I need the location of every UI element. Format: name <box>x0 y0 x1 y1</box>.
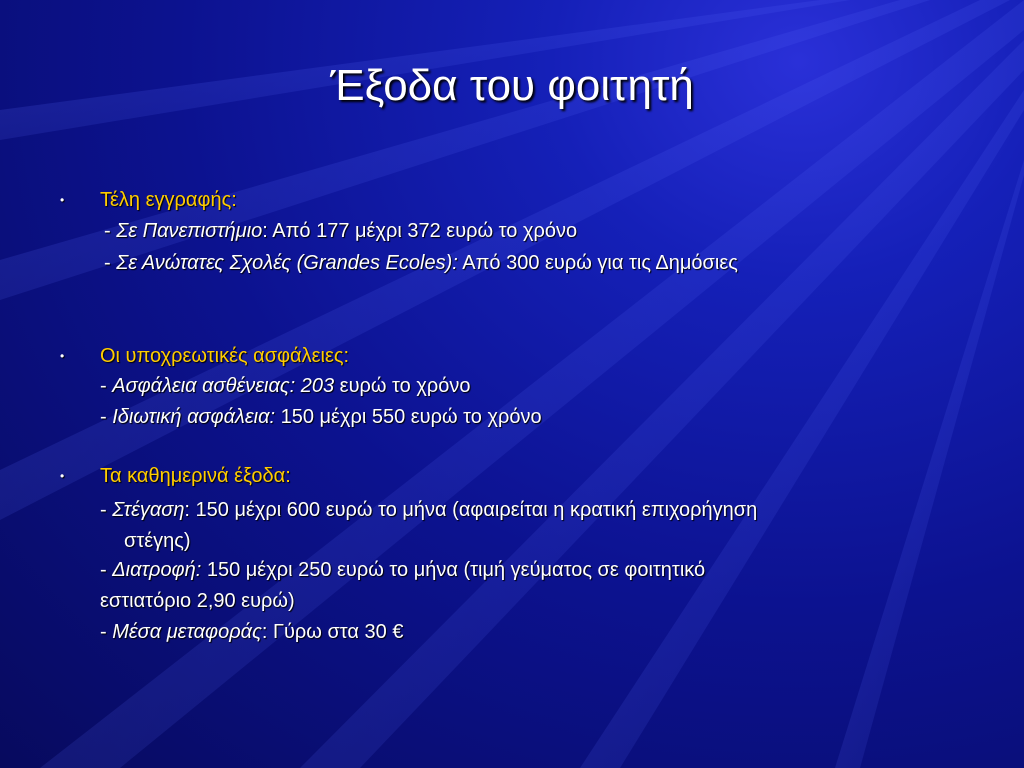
dash: - <box>100 375 107 397</box>
item-text: ευρώ το χρόνο <box>334 375 471 397</box>
bullet-icon: • <box>60 469 65 483</box>
dash: - <box>100 499 107 521</box>
item-text: : Από 177 μέχρι 372 ευρώ το χρόνο <box>262 220 578 242</box>
list-item <box>100 497 757 523</box>
dash: - <box>100 621 107 643</box>
item-label: Μέσα μεταφοράς <box>112 621 262 643</box>
list-item <box>104 218 577 244</box>
item-text: 150 μέχρι 550 ευρώ το χρόνο <box>275 406 542 428</box>
item-text: 150 μέχρι 250 ευρώ το μήνα (τιμή γεύματος σε φοιτητικό <box>201 559 706 581</box>
item-text: : 150 μέχρι 600 ευρώ το μήνα (αφαιρείται η κρατική επιχορήγηση <box>184 499 758 521</box>
item-label: Σε Ανώτατες Σχολές (Grandes Ecoles): <box>116 252 458 274</box>
item-label: Σε Πανεπιστήμιο <box>116 220 263 242</box>
slide-title: Έξοδα του φοιτητή <box>330 61 694 110</box>
item-label: Στέγαση <box>112 499 185 521</box>
dash: - <box>104 220 111 242</box>
section-heading: Τα καθημερινά έξοδα: <box>100 465 291 487</box>
list-item-continuation: εστιατόριο 2,90 ευρώ) <box>100 590 295 612</box>
list-item <box>100 557 705 583</box>
list-item <box>100 619 403 645</box>
dash: - <box>104 252 111 274</box>
item-text: Από 300 ευρώ για τις Δημόσιες <box>457 252 738 274</box>
list-item-continuation: στέγης) <box>124 530 191 552</box>
dash: - <box>100 406 107 428</box>
item-text: : Γύρω στα 30 € <box>261 621 404 643</box>
dash: - <box>100 559 107 581</box>
item-label: Ασφάλεια ασθένειας: 203 <box>112 375 335 397</box>
item-label: Διατροφή: <box>112 559 202 581</box>
list-item <box>100 404 542 430</box>
item-label: Ιδιωτική ασφάλεια: <box>112 406 276 428</box>
bullet-icon: • <box>60 193 65 207</box>
list-item <box>104 250 738 276</box>
list-item <box>100 373 470 399</box>
bullet-icon: • <box>60 349 65 363</box>
section-heading: Οι υποχρεωτικές ασφάλειες: <box>100 345 350 367</box>
section-heading: Τέλη εγγραφής: <box>100 189 237 211</box>
